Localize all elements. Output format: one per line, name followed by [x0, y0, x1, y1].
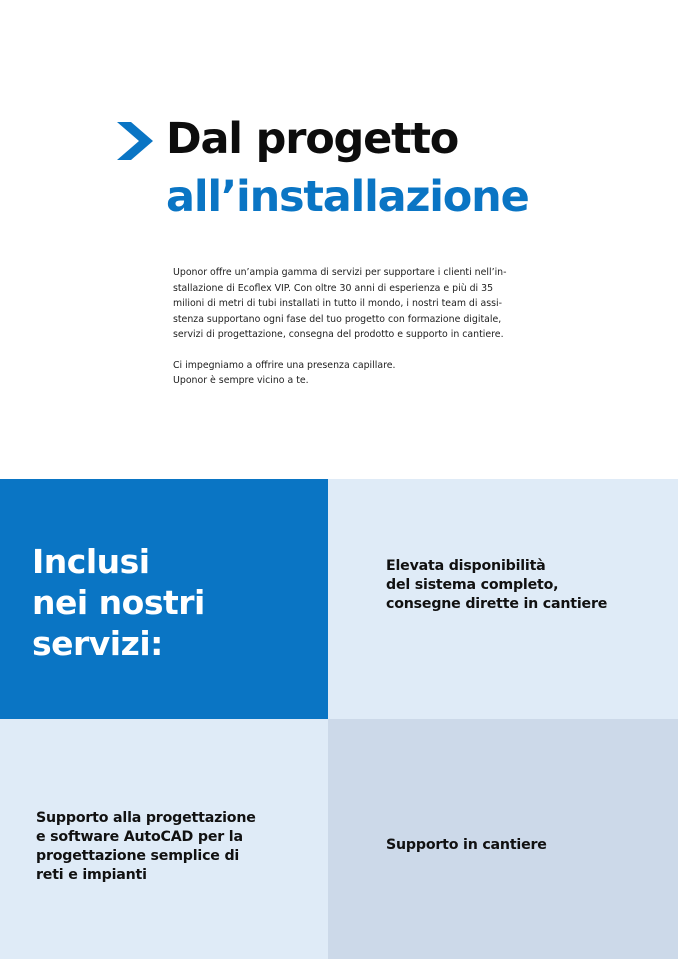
- services-grid: [0, 479, 678, 959]
- service-panel-availability: [328, 479, 678, 719]
- services-heading: [32, 541, 205, 664]
- title-line-1: Dal progetto: [166, 114, 459, 164]
- services-heading-line-1: Inclusi: [32, 541, 150, 581]
- title-line-2: all’installazione: [166, 172, 529, 222]
- services-heading-line-2: nei nostri: [32, 582, 205, 622]
- services-heading-line-3: servizi:: [32, 623, 163, 663]
- service-availability: Elevata disponibilità del sistema completo, consegne dirette in cantiere: [386, 558, 608, 612]
- intro-paragraph-2: Ci impegniamo a offrire una presenza capillare. Uponor è sempre vicino a te.: [173, 359, 396, 386]
- services-heading-panel: [0, 479, 328, 719]
- service-panel-site-support: [328, 719, 678, 959]
- page-title: [166, 110, 529, 226]
- service-panel-design-support: [0, 719, 328, 959]
- intro-text: [173, 265, 573, 389]
- service-design-support: Supporto alla progettazione e software AutoCAD per la progettazione semplice di reti e impianti: [36, 810, 256, 883]
- intro-paragraph-1: Uponor offre un’ampia gamma di servizi per supportare i clienti nell’in- stallazione di Ecoflex VIP. Con oltre 30 anni di esperienza e più di 35 milioni di metri di tubi installati in tutto il mondo, i nostri team di assi- stenza supportano ogni fase del tuo progetto con formazione digitale, servizi di progettazione, consegna del prodotto e supporto in cantiere.: [173, 267, 507, 340]
- chevron-right-icon: [117, 122, 153, 160]
- service-site-support: Supporto in cantiere: [386, 836, 547, 853]
